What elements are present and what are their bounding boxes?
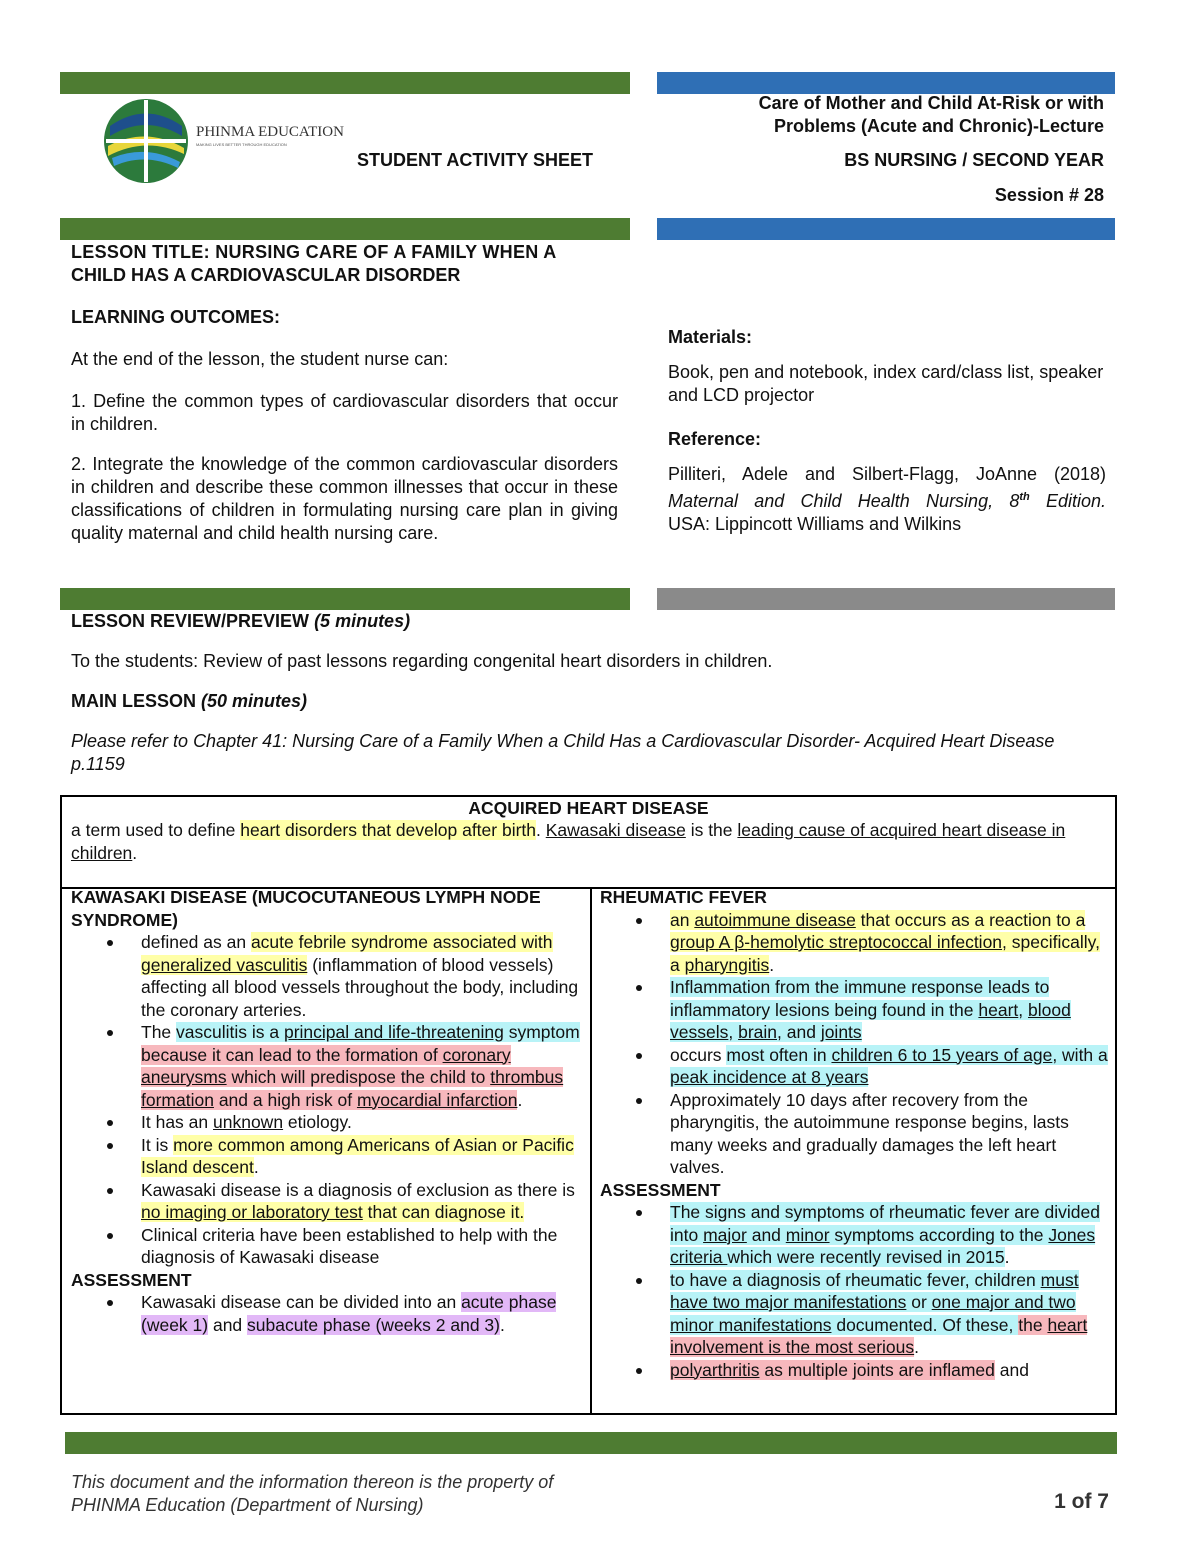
r-b1e: , specifically, a — [670, 932, 1100, 975]
r-b3a: occurs — [670, 1044, 727, 1065]
review-text: To the students: Review of past lessons regarding congenital heart disorders in children. — [71, 651, 773, 671]
review-heading — [71, 610, 1111, 633]
r-b1g: . — [769, 954, 775, 975]
r-a2h: . — [914, 1337, 920, 1357]
kawasaki-assessment-list — [71, 1291, 583, 1336]
review-bar-right — [657, 588, 1115, 610]
k-b2e: because it can lead to the formation of — [141, 1044, 443, 1065]
logo-text: PHINMA EDUCATION — [196, 124, 344, 140]
lesson-title-line-1: LESSON TITLE: NURSING CARE OF A FAMILY WHEN A — [71, 242, 557, 262]
k-b2-hl — [176, 1022, 580, 1042]
r-b3-hl — [670, 1045, 1108, 1088]
section-bar-right — [657, 218, 1115, 240]
def-text: a term used to define — [71, 820, 241, 840]
k-b2g: which will predispose the child to — [226, 1067, 491, 1087]
acquired-heart-disease-table — [60, 795, 1117, 1415]
reference-edition: Edition. — [1029, 491, 1106, 511]
course-line-2: Problems (Acute and Chronic)-Lecture — [773, 116, 1104, 136]
lesson-title-line-2: CHILD HAS A CARDIOVASCULAR DISORDER — [71, 265, 461, 285]
k-b4a: It is — [141, 1134, 174, 1155]
k-b2d: symptom — [503, 1022, 580, 1042]
rheumatic-assessment-list — [600, 1201, 1108, 1381]
kawasaki-heading: KAWASAKI DISEASE (MUCOCUTANEOUS LYMPH NODE SYNDROME) — [71, 887, 541, 930]
r-a2d: one major and two minor manifestations — [670, 1292, 1076, 1335]
k-b2-hl2 — [141, 1045, 563, 1110]
k-b5a: Kawasaki disease is a diagnosis of exclusion as there is — [141, 1179, 575, 1200]
list-item — [670, 1359, 1108, 1382]
reference-line-3: USA: Lippincott Williams and Wilkins — [668, 514, 962, 534]
def-highlight: heart disorders that develop after birth — [240, 820, 537, 840]
k-b5c: that can diagnose it. — [362, 1202, 525, 1222]
list-item — [670, 1269, 1108, 1359]
def-text-3: is the — [685, 820, 738, 840]
phinma-logo — [100, 96, 350, 186]
footer-bar — [65, 1432, 1117, 1454]
kawasaki-list — [71, 931, 583, 1269]
r-a1-hl — [670, 1202, 1100, 1267]
outcomes-heading: LEARNING OUTCOMES: — [71, 307, 280, 327]
kawasaki-assessment-heading: ASSESSMENT — [71, 1269, 192, 1290]
k-a1b: acute phase (week 1) — [141, 1292, 557, 1335]
list-item — [670, 909, 1108, 977]
r-a3a: polyarthritis — [670, 1359, 760, 1380]
def-period: . — [132, 842, 138, 863]
review-bar-left — [60, 588, 630, 610]
r-b2h: joints — [820, 1022, 862, 1042]
materials-column — [668, 326, 1106, 536]
r-a1f: Jones criteria — [670, 1224, 1096, 1267]
rheumatic-list — [600, 909, 1108, 1179]
k-b3c: etiology. — [283, 1112, 352, 1132]
k-a1e: . — [500, 1314, 505, 1335]
kawasaki-cell — [71, 886, 583, 1336]
k-b2a: The — [141, 1022, 177, 1042]
sheet-title: STUDENT ACTIVITY SHEET — [357, 150, 594, 170]
footer-line-1: This document and the information thereon is the property of — [71, 1472, 554, 1492]
reference-heading: Reference: — [668, 429, 762, 449]
main-heading-text: MAIN LESSON — [71, 691, 197, 711]
k-b4c: . — [253, 1157, 259, 1177]
k-b2f: coronary aneurysms — [141, 1044, 511, 1087]
list-item — [670, 976, 1108, 1044]
r-a1d: minor — [785, 1224, 830, 1245]
def-text-2: . — [536, 820, 546, 840]
k-b6: Clinical criteria have been established to help with the diagnosis of Kawasaki disease — [141, 1224, 558, 1267]
r-a1c: and — [746, 1224, 786, 1245]
r-a2a: to have a diagnosis of rheumatic fever, children — [670, 1269, 1041, 1290]
k-b5-hl — [141, 1202, 524, 1222]
list-item — [141, 931, 583, 1021]
r-a2c: or — [906, 1292, 932, 1312]
k-a1c: and — [208, 1314, 248, 1335]
r-a1e: symptoms according to the — [829, 1224, 1049, 1245]
program: BS NURSING / SECOND YEAR — [844, 150, 1104, 170]
r-b2c: , — [1018, 999, 1028, 1020]
r-a2b: must have two major manifestations — [670, 1269, 1079, 1312]
r-a1b: major — [703, 1224, 747, 1245]
r-b3d: , with a — [1052, 1044, 1108, 1065]
list-item — [670, 1089, 1108, 1179]
r-b2a: Inflammation from the immune response leads to inflammatory lesions being found in the — [670, 977, 1050, 1020]
k-b2b: vasculitis is a — [176, 1022, 284, 1042]
k-a1a: Kawasaki disease can be divided into an — [141, 1292, 462, 1312]
main-time: (50 minutes) — [201, 691, 308, 711]
list-item — [141, 1179, 583, 1224]
k-b2i: and a high risk of — [213, 1089, 357, 1110]
k-b1c: generalized vasculitis — [141, 954, 308, 975]
list-item — [141, 1021, 583, 1111]
main-refer: Please refer to Chapter 41: Nursing Care of a Family When a Child Has a Cardiovascular Disorder- Acquired Heart Disease p.1159 — [71, 731, 1055, 774]
r-a2e: documented. Of these, — [831, 1314, 1019, 1335]
rheumatic-assessment-heading: ASSESSMENT — [600, 1179, 721, 1200]
k-b3a: It has an — [141, 1112, 213, 1132]
session-number: Session # 28 — [994, 185, 1104, 205]
list-item — [141, 1111, 583, 1134]
r-a3-hl — [670, 1360, 995, 1380]
r-b2f: brain — [738, 1022, 778, 1042]
r-b3c: children 6 to 15 years of age — [831, 1044, 1053, 1065]
k-a1d: subacute phase (weeks 2 and 3) — [247, 1314, 500, 1335]
outcome-1: 1. Define the common types of cardiovascular disorders that occur in children. — [71, 391, 618, 434]
r-b4: Approximately 10 days after recovery from the pharyngitis, the autoimmune response begins, lasts many weeks and gradually damages the left heart valves. — [670, 1089, 1069, 1177]
materials-heading: Materials: — [668, 327, 753, 347]
k-b4b: more common among Americans of Asian or Pacific Island descent — [141, 1134, 574, 1177]
r-b2-hl — [670, 977, 1071, 1042]
r-a1a: The signs and symptoms of rheumatic fever are divided into — [670, 1202, 1100, 1245]
list-item — [670, 1044, 1108, 1089]
k-b2j: myocardial infarction — [356, 1089, 518, 1110]
outcomes-intro: At the end of the lesson, the student nurse can: — [71, 349, 449, 369]
k-b2c: principal and life-threatening — [283, 1022, 504, 1042]
r-b1-hl — [670, 910, 1100, 975]
r-a3c: and — [994, 1359, 1029, 1380]
table-column-divider — [590, 887, 592, 1414]
r-a2f: the — [1018, 1314, 1048, 1335]
lesson-column — [71, 241, 618, 545]
r-b1f: pharyngitis — [684, 954, 770, 975]
k-b3b: unknown — [213, 1112, 284, 1132]
course-line-1: Care of Mother and Child At-Risk or with — [758, 93, 1104, 113]
k-b1d: (inflammation of blood vessels) affecting all blood vessels throughout the body, including the coronary arteries. — [141, 954, 579, 1020]
header-bar-right — [657, 72, 1115, 94]
r-b1b: autoimmune disease — [694, 909, 856, 930]
footer-note — [71, 1471, 553, 1517]
table-title: ACQUIRED HEART DISEASE — [468, 798, 709, 818]
logo-globe-icon — [100, 96, 192, 186]
def-leading-cause: leading cause of acquired heart disease in children — [71, 820, 1066, 863]
r-b3e: peak incidence at 8 years — [670, 1067, 869, 1087]
lesson-title — [71, 241, 618, 287]
r-b1d: group A β-hemolytic streptococcal infection — [670, 932, 1003, 952]
list-item — [141, 1224, 583, 1269]
outcome-2: 2. Integrate the knowledge of the common cardiovascular disorders in children and describe these common illnesses that occur in these classifications of children in formulating nursing care plan in giving quality maternal and child health nursing care. — [71, 454, 618, 543]
list-item — [670, 1201, 1108, 1269]
rheumatic-heading: RHEUMATIC FEVER — [600, 887, 767, 907]
section-bar-left — [60, 218, 630, 240]
r-b2g: , and — [777, 1022, 821, 1042]
k-b2k: . — [517, 1089, 523, 1110]
reference-line-2 — [668, 486, 1106, 513]
reference-sup: th — [1019, 491, 1030, 503]
r-b1a: an — [670, 909, 695, 930]
def-kawasaki: Kawasaki disease — [545, 820, 686, 840]
r-b2e: , — [728, 1022, 739, 1042]
r-a3b: as multiple joints are inflamed — [759, 1359, 995, 1380]
r-b1c: that occurs as a reaction to a — [855, 909, 1086, 930]
r-a1h: . — [1004, 1247, 1010, 1267]
logo-tagline: MAKING LIVES BETTER THROUGH EDUCATION — [196, 142, 287, 147]
review-heading-text: LESSON REVIEW/PREVIEW — [71, 611, 310, 631]
k-b2h: thrombus formation — [141, 1067, 564, 1110]
r-b3b: most often in — [726, 1044, 832, 1065]
k-b5b: no imaging or laboratory test — [141, 1202, 363, 1222]
footer-line-2: PHINMA Education (Department of Nursing) — [71, 1495, 424, 1515]
r-a1g: which were recently revised in 2015 — [727, 1247, 1005, 1267]
r-a2g: heart involvement is the most serious — [670, 1314, 1088, 1357]
main-heading — [71, 690, 1111, 713]
course-title — [759, 92, 1104, 138]
r-b2b: heart — [978, 999, 1019, 1020]
table-definition — [71, 819, 1091, 864]
reference-book-title: Maternal and Child Health Nursing, 8 — [668, 491, 1020, 511]
page-number: 1 of 7 — [1054, 1490, 1109, 1513]
list-item — [141, 1134, 583, 1179]
k-b1b: acute febrile syndrome associated with — [250, 932, 553, 952]
review-time: (5 minutes) — [314, 611, 411, 631]
review-section — [71, 610, 1111, 776]
reference-line-1: Pilliteri, Adele and Silbert-Flagg, JoAnne (2018) — [668, 464, 1106, 484]
rheumatic-cell — [600, 886, 1108, 1381]
r-b2d: blood vessels — [670, 999, 1071, 1042]
k-b1a: defined as an — [141, 932, 251, 952]
materials-text: Book, pen and notebook, index card/class list, speaker and LCD projector — [668, 362, 1104, 405]
header-bar-left — [60, 72, 630, 94]
list-item — [141, 1291, 583, 1336]
